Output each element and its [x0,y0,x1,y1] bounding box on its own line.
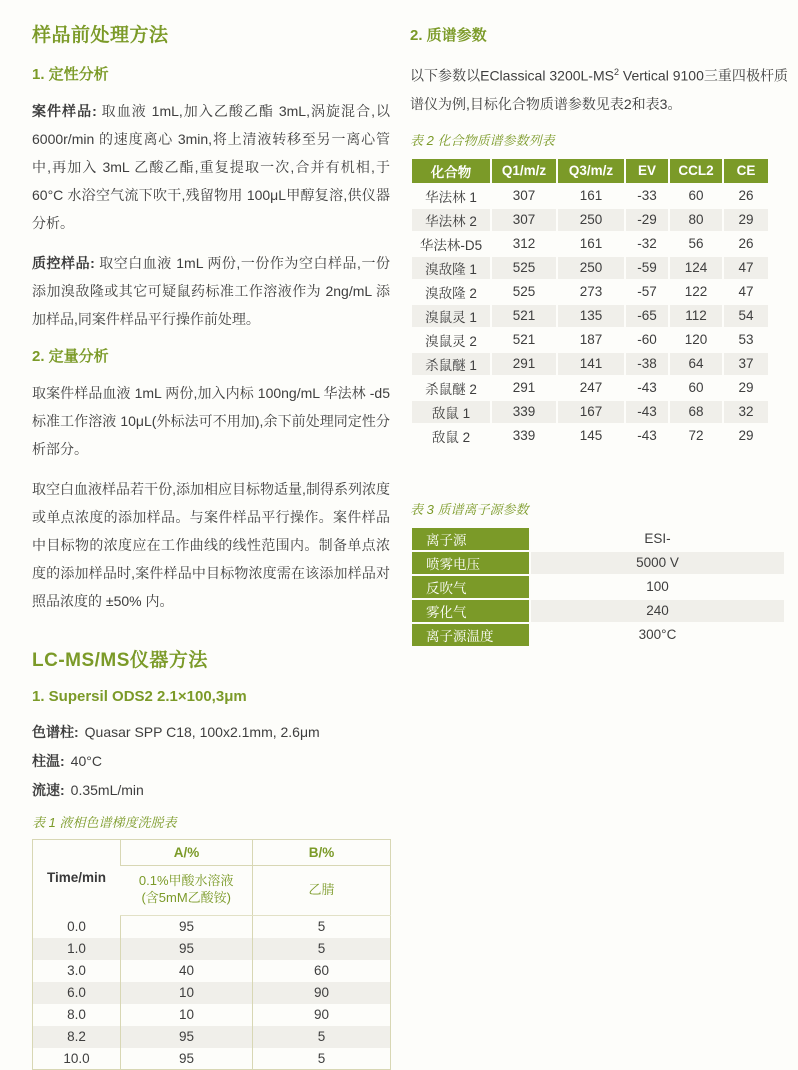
cell-q1: 291 [492,353,556,375]
cell-ce: 29 [738,380,754,396]
subsection-qualitative: 1. 定性分析 [32,66,109,83]
section-title-pretreatment: 样品前处理方法 [32,25,169,46]
cell-ccl2: 122 [684,284,708,300]
cell-compound: 溴鼠灵 1 [412,305,490,327]
cell-ev: -65 [626,305,668,327]
cell-ev: -43 [626,401,668,423]
table1-subheader-a-line1: 0.1%甲酸水溶液 [138,873,234,888]
table1-header-row [33,840,391,866]
table-row [412,576,784,598]
table1-subheader-a-line2: (含5mM乙酸铵) [141,890,232,905]
case-sample-label: 案件样品: [32,103,97,119]
cell-compound: 溴敌隆 2 [425,285,477,301]
table2-header-row [412,159,768,183]
cell-ccl2: 80 [670,209,722,231]
cell-a-percent: 95 [121,938,253,960]
paragraph-ms-intro [410,58,788,118]
table2-header-ce: CE [724,159,768,183]
table-row [33,982,391,1004]
cell-compound: 敌鼠 1 [412,401,490,423]
table1-caption: 表 1 液相色谱梯度洗脱表 [32,815,177,830]
table-row [412,425,768,447]
cell-ev: -38 [626,353,668,375]
cell-ev: -57 [637,284,657,300]
cell-param-value: ESI- [644,531,671,547]
cell-compound: 华法林 1 [425,189,477,205]
cell-q3: 247 [579,380,603,396]
cell-a-percent: 95 [121,916,253,938]
table2-header-q1: Q1/m/z [492,159,556,183]
cell-q3: 145 [579,428,603,444]
table2-caption: 表 2 化合物质谱参数列表 [410,132,555,148]
compound-ms-params-table [410,157,770,449]
paragraph-quant-2: 取空白血液样品若干份,添加相应目标物适量,制得系列浓度或单点浓度的添加样品。与案件样品平行操作。案件样品中目标物的浓度应在工作曲线的线性范围内。制备单点浓度的添加样品时,案件样品中目标物浓度需在该添加样品对照品浓度的 ±50% 内。 [32,481,390,609]
spec-temp-label: 柱温: [32,753,65,769]
cell-ce: 53 [738,332,754,348]
cell-b-percent: 5 [253,1026,391,1048]
cell-q3: 187 [579,332,603,348]
cell-ccl2: 64 [670,353,722,375]
cell-b-percent: 90 [253,982,391,1004]
table-row [412,401,768,423]
cell-param-value: 240 [531,600,784,622]
cell-compound: 溴鼠灵 2 [425,333,477,349]
table-row [412,624,784,646]
table-row [412,353,768,375]
table1-header-b: B/% [253,840,391,866]
spec-column-value: Quasar SPP C18, 100x2.1mm, 2.6μm [84,724,320,740]
cell-q3: 161 [579,188,603,204]
table-row [412,281,768,303]
table2-header-compound: 化合物 [412,159,490,183]
paragraph-qc-sample [32,249,390,333]
table-row [412,552,784,574]
spec-flow-label: 流速: [32,782,65,798]
cell-ccl2: 120 [684,332,708,348]
cell-time: 8.2 [67,1029,86,1044]
cell-b-percent: 90 [253,1004,391,1026]
cell-compound: 杀鼠醚 2 [425,381,477,397]
table-row [412,329,768,351]
cell-time: 6.0 [67,985,86,1000]
cell-q3: 273 [579,284,603,300]
cell-time: 10.0 [63,1050,90,1066]
table-row [412,257,768,279]
qc-sample-text: 取空白血液 1mL 两份,一份作为空白样品,一份添加溴敌隆或其它可疑鼠药标准工作溶液作为 2ng/mL 添加样品,同案件样品平行操作前处理。 [32,255,390,327]
cell-ev: -33 [637,188,657,204]
right-column [410,20,788,1070]
spec-column-temperature [32,747,390,775]
qc-sample-label: 质控样品: [32,255,95,271]
table-row [33,938,391,960]
table-row [33,916,391,938]
cell-q3: 141 [558,353,624,375]
ms-intro-before: 以下参数以EClassical 3200L-MS [410,67,614,84]
cell-b-percent: 5 [253,916,391,938]
cell-q3: 135 [558,305,624,327]
cell-q1: 521 [512,332,536,348]
cell-q3: 161 [579,236,603,252]
cell-a-percent: 10 [121,1004,253,1026]
table-row [33,1048,391,1070]
cell-param-name: 离子源温度 [412,624,529,646]
cell-q1: 307 [492,209,556,231]
table-row [412,209,768,231]
cell-ccl2: 68 [670,401,722,423]
cell-q1: 339 [492,401,556,423]
cell-q3: 167 [558,401,624,423]
cell-ce: 54 [724,305,768,327]
cell-a-percent: 95 [121,1048,253,1070]
cell-ce: 47 [724,257,768,279]
table2-header-q3: Q3/m/z [558,159,624,183]
table2-header-ev: EV [626,159,668,183]
cell-ce: 29 [724,209,768,231]
cell-q1: 312 [512,236,536,252]
cell-compound: 华法林-D5 [419,237,483,253]
cell-ce: 26 [738,236,754,252]
ion-source-params-table [410,526,786,648]
spec-flow-value: 0.35mL/min [70,782,144,798]
cell-ev: -32 [637,236,657,252]
subsection-quantitative: 2. 定量分析 [32,348,109,365]
cell-ev: -43 [637,380,657,396]
cell-compound: 华法林 2 [412,209,490,231]
cell-q1: 307 [512,188,536,204]
spec-temp-value: 40°C [70,753,102,769]
cell-time: 8.0 [67,1007,86,1022]
cell-param-name: 离子源 [412,528,529,550]
table2-header-ccl2: CCL2 [670,159,722,183]
cell-a-percent: 95 [121,1026,253,1048]
cell-time: 0.0 [67,919,86,934]
left-column [32,20,390,1070]
cell-ce: 26 [738,188,754,204]
cell-q1: 525 [512,284,536,300]
cell-ev: -29 [626,209,668,231]
cell-q3: 250 [558,257,624,279]
table3-caption: 表 3 质谱离子源参数 [410,501,529,517]
cell-param-name: 雾化气 [412,600,529,622]
table-row [33,1026,391,1048]
section-title-lcms-method: LC-MS/MS仪器方法 [32,650,208,671]
cell-ev: -43 [637,428,657,444]
cell-ev: -60 [637,332,657,348]
spec-flow-rate [32,776,390,804]
subsection-column-spec: 1. Supersil ODS2 2.1×100,3μm [32,688,247,705]
table-row [412,377,768,399]
cell-param-name: 喷雾电压 [412,552,529,574]
cell-ce: 29 [738,428,754,444]
cell-q1: 521 [492,305,556,327]
cell-q3: 250 [558,209,624,231]
table1-header-a: A/% [121,840,253,866]
cell-a-percent: 10 [121,982,253,1004]
cell-ce: 47 [738,284,754,300]
gradient-elution-table [32,839,391,1070]
cell-param-value: 100 [646,579,669,595]
spec-column-label: 色谱柱: [32,724,79,740]
ms-superscript-2: 2 [613,67,619,77]
cell-compound: 溴敌隆 1 [412,257,490,279]
cell-q1: 339 [512,428,536,444]
cell-compound: 敌鼠 2 [431,429,471,445]
ms-intro-after: Vertical 9100三重四极杆质谱仪为例,目标化合物质谱参数见表2和表3。 [410,67,788,112]
cell-b-percent: 5 [253,938,391,960]
cell-ccl2: 60 [688,380,704,396]
cell-b-percent: 60 [253,960,391,982]
cell-a-percent: 40 [121,960,253,982]
table-row [412,185,768,207]
table1-header-time: Time/min [46,870,107,886]
cell-q1: 525 [492,257,556,279]
table-row [33,1004,391,1026]
cell-b-percent: 5 [253,1048,391,1070]
cell-time: 3.0 [67,963,86,978]
cell-param-value: 5000 V [531,552,784,574]
cell-q1: 291 [512,380,536,396]
cell-ccl2: 112 [670,305,722,327]
case-sample-text: 取血液 1mL,加入乙酸乙酯 3mL,涡旋混合,以6000r/min 的速度离心 3min,将上清液转移至另一离心管中,再加入 3mL 乙酸乙酯,重复提取一次,合并有机相,于 60°C 水浴空气流下吹干,残留物用 100μL甲醇复溶,供仪器分析。 [32,103,390,231]
cell-ccl2: 72 [688,428,704,444]
paragraph-quant-1: 取案件样品血液 1mL 两份,加入内标 100ng/mL 华法林 -d5 标准工作溶液 10μL(外标法可不用加),余下前处理同定性分析部分。 [32,385,390,457]
cell-param-name: 反吹气 [412,576,529,598]
table1-subheader-a [121,866,253,916]
paragraph-case-sample [32,97,390,237]
spec-chromatographic-column [32,718,390,746]
table-row [412,305,768,327]
cell-ccl2: 56 [688,236,704,252]
cell-ce: 32 [724,401,768,423]
cell-ce: 37 [724,353,768,375]
cell-ev: -59 [626,257,668,279]
cell-ccl2: 124 [670,257,722,279]
subsection-ms-params: 2. 质谱参数 [410,27,487,44]
cell-ccl2: 60 [688,188,704,204]
cell-time: 1.0 [67,941,86,956]
table-row [412,528,784,550]
cell-compound: 杀鼠醚 1 [412,353,490,375]
table-row [412,600,784,622]
cell-param-value: 300°C [638,627,677,643]
table1-subheader-b: 乙腈 [253,866,391,916]
table-row [33,960,391,982]
table-row [412,233,768,255]
